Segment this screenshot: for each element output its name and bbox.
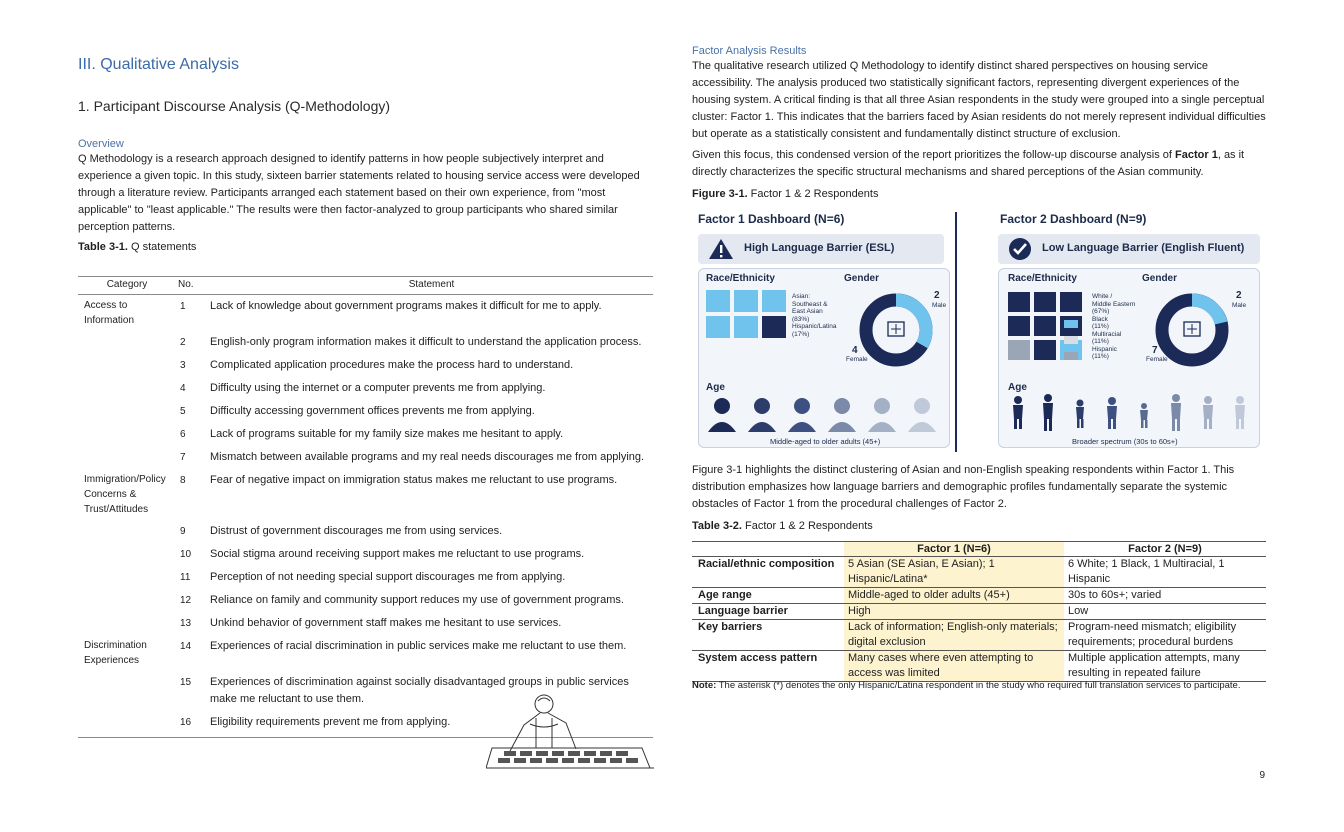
factor-1-cell: Middle-aged to older adults (45+) [844, 588, 1064, 604]
table-row [78, 566, 653, 589]
f2-legend-line: Middle Eastern [1092, 300, 1136, 308]
row-statement: Reliance on family and community support reduces my use of government programs. [210, 594, 624, 606]
row-category [78, 589, 176, 612]
row-statement: Complicated application procedures make the process hard to understand. [210, 359, 574, 371]
row-statement: Difficulty accessing government offices prevents me from applying. [210, 405, 535, 417]
table-row [78, 446, 653, 469]
t2-col-factor-1: Factor 1 (N=6) [844, 542, 1064, 557]
factor-2-cell: Multiple application attempts, many resulting in repeated failure [1064, 651, 1266, 682]
table-3-1-title: Q statements [127, 241, 197, 253]
row-category [78, 520, 176, 543]
row-statement: Mismatch between available programs and my real needs discourages me from applying. [210, 451, 645, 463]
table-row [692, 620, 1266, 651]
table-row [692, 604, 1266, 620]
results-paragraph-1: The qualitative research utilized Q Methodology to identify distinct shared perspectives on housing service accessibility. The analysis produced two statistically significant factors, representing divergent experiences of the housing system. A critical finding is that all three Asian respondents in the study were grouped into a single perceptual cluster: Factor 1. This indicates that the barriers faced by Asian residents do not merely represent individual difficulties but operate as a statistically consistent and fundamentally distinct structure of exclusion. [692, 60, 1266, 140]
col-statement: Statement [210, 277, 653, 295]
f1-race-label: Race/Ethnicity [706, 273, 775, 284]
f2-legend-line: (11%) [1092, 338, 1109, 345]
f2-legend-line: Black [1092, 315, 1108, 323]
row-number: 5 [180, 406, 186, 417]
table-row [78, 543, 653, 566]
factor-2-cell: Program-need mismatch; eligibility requirements; procedural burdens [1064, 620, 1266, 651]
row-number: 10 [180, 549, 192, 560]
row-statement: Unkind behavior of government staff makes me hesitant to use services. [210, 617, 562, 629]
row-statement: Experiences of racial discrimination in public services make me reluctant to use them. [210, 640, 627, 652]
table-row [692, 651, 1266, 682]
f1-age-caption: Middle-aged to older adults (45+) [770, 437, 881, 446]
t2-col-blank [692, 542, 844, 557]
factor-2-cell: Low [1064, 604, 1266, 620]
row-statement: Perception of not needing special support discourages me from applying. [210, 571, 566, 583]
f1-gender-donut [858, 292, 934, 368]
row-category [78, 711, 176, 738]
table-3-2-label: Table 3-2. [692, 520, 742, 532]
row-number: 8 [180, 475, 186, 486]
f1-legend-line: (83%) [792, 315, 810, 323]
row-category: Discrimination Experiences [84, 640, 147, 666]
table-3-1-caption [78, 241, 196, 253]
f2-male-label: Male [1232, 302, 1247, 309]
row-statement: Difficulty using the internet or a computer prevents me from applying. [210, 382, 546, 394]
figure-3-1-caption [692, 188, 878, 200]
f2-legend-line: Multiracial [1092, 330, 1122, 338]
f2-legend-swatches [1062, 292, 1084, 364]
row-statement: Lack of knowledge about government programs makes it difficult for me to apply. [210, 300, 602, 312]
table-row [78, 612, 653, 635]
factor-2-cell: 6 White; 1 Black, 1 Multiracial, 1 Hispanic [1064, 557, 1266, 588]
factor-dashboard-figure [692, 208, 1265, 456]
row-number: 13 [180, 618, 192, 629]
factor-2-dashboard-title: Factor 2 Dashboard (N=9) [1000, 212, 1147, 226]
f1-legend-line: Asian: [792, 293, 811, 300]
row-number: 14 [180, 641, 192, 652]
row-label: Language barrier [692, 604, 844, 620]
f1-male-label: Male [932, 302, 947, 309]
row-statement: Distrust of government discourages me from using services. [210, 525, 503, 537]
row-number: 6 [180, 429, 186, 440]
f1-female-count: 4 [852, 345, 858, 356]
factor-1-cell: High [844, 604, 1064, 620]
f1-race-waffle [706, 290, 788, 340]
figure-3-1-label: Figure 3-1. [692, 188, 748, 200]
row-number: 9 [180, 526, 186, 537]
f1-legend-line: East Asian [792, 308, 823, 315]
f2-age-caption: Broader spectrum (30s to 60s+) [1072, 437, 1178, 446]
f1-age-label: Age [706, 382, 725, 393]
row-number: 3 [180, 360, 186, 371]
table-3-2-title: Factor 1 & 2 Respondents [741, 520, 873, 532]
checkmark-icon [1008, 237, 1032, 261]
table-row [78, 354, 653, 377]
row-category [78, 671, 176, 711]
row-category [78, 543, 176, 566]
page-number: 9 [1259, 770, 1265, 781]
note-text: The asterisk (*) denotes the only Hispanic/Latina respondent in the study who required full translation services to participate. [716, 680, 1241, 691]
factor-1-cell: Lack of information; English-only materials; digital exclusion [844, 620, 1064, 651]
table-row [78, 520, 653, 543]
table-row [78, 400, 653, 423]
row-statement: English-only program information makes it difficult to understand the application process. [210, 336, 642, 348]
row-statement: Social stigma around receiving support makes me reluctant to use programs. [210, 548, 585, 560]
row-category [78, 377, 176, 400]
row-category [78, 612, 176, 635]
f2-legend-line: (67%) [1092, 308, 1110, 315]
f2-legend-line: White / [1092, 293, 1113, 300]
overview-paragraph: Q Methodology is a research approach designed to identify patterns in how people subjectively interpret and experience a given topic. In this study, sixteen barrier statements related to housing service access were developed through a literature review. Participants arranged each statement based on their own experience, from "most applicable" to "least applicable." The results were then factor-analyzed to group participants who shared similar perception patterns. [78, 153, 640, 233]
f1-race-legend [792, 293, 836, 338]
row-label: Racial/ethnic composition [692, 557, 844, 588]
f2-legend-line: (11%) [1092, 323, 1109, 330]
f2-legend-line: (11%) [1092, 353, 1109, 360]
f1-legend-line: Hispanic/Latina [792, 323, 837, 330]
figure-discussion-paragraph: Figure 3-1 highlights the distinct clustering of Asian and non-English speaking respondents within Factor 1. This distribution emphasizes how language barriers and demographic profiles fundamentally separate the systemic obstacles of Factor 1 from the procedural challenges of Factor 2. [692, 464, 1235, 510]
f1-legend-line: Southeast & [792, 300, 828, 308]
row-number: 16 [176, 711, 210, 738]
row-number: 15 [180, 677, 192, 688]
f1-age-avatars [706, 394, 946, 436]
table-row [692, 557, 1266, 588]
col-no: No. [176, 277, 210, 295]
table-row [78, 331, 653, 354]
factor-2-banner-text: Low Language Barrier (English Fluent) [1042, 242, 1245, 254]
f2-female-label: Female [1146, 356, 1168, 363]
table-row [78, 469, 653, 520]
factor-1-banner-text: High Language Barrier (ESL) [744, 242, 895, 254]
person-sorting-cards-illustration [486, 690, 656, 774]
row-number: 1 [180, 301, 186, 312]
f2-gender-label: Gender [1142, 273, 1178, 284]
row-category [78, 566, 176, 589]
f2-race-legend [1092, 293, 1135, 361]
table-row [78, 635, 653, 671]
factor-1-cell: Many cases where even attempting to access was limited [844, 651, 1064, 682]
row-number: 7 [180, 452, 186, 463]
row-label: System access pattern [692, 651, 844, 682]
row-number: 11 [180, 572, 191, 583]
row-number: 2 [180, 337, 186, 348]
overview-heading: Overview [78, 138, 124, 150]
table-row [692, 588, 1266, 604]
para2-factor-1: Factor 1 [1175, 149, 1218, 161]
f1-legend-line: (17%) [792, 330, 810, 338]
section-title: III. Qualitative Analysis [78, 56, 239, 73]
f2-legend-line: Hispanic [1092, 345, 1117, 353]
row-number: 12 [180, 595, 192, 606]
row-statement: Fear of negative impact on immigration status makes me reluctant to use programs. [210, 474, 618, 486]
row-statement: Lack of programs suitable for my family size makes me hesitant to apply. [210, 428, 564, 440]
row-number: 4 [180, 383, 186, 394]
f2-age-label: Age [1008, 382, 1027, 393]
f2-male-count: 2 [1236, 290, 1242, 301]
factor-2-banner [998, 234, 1260, 264]
factor-1-banner [698, 234, 944, 264]
col-category: Category [78, 277, 176, 295]
note-label: Note: [692, 680, 717, 691]
factor-comparison-table [692, 541, 1266, 682]
table-note [692, 679, 1266, 693]
figure-3-1-title: Factor 1 & 2 Respondents [747, 188, 879, 200]
factor-1-cell: 5 Asian (SE Asian, E Asian); 1 Hispanic/Latina* [844, 557, 1064, 588]
dashboard-divider [955, 212, 957, 452]
subsection-title: 1. Participant Discourse Analysis (Q-Methodology) [78, 98, 391, 114]
para2-part-c: , as it directly characterizes the specific structural mechanisms and shared perceptions of the Asian community. [692, 149, 1245, 178]
factor-results-heading: Factor Analysis Results [692, 45, 807, 57]
table-row [78, 589, 653, 612]
row-category [78, 400, 176, 423]
row-category: Immigration/Policy Concerns & Trust/Attitudes [84, 474, 166, 515]
row-statement: Experiences of discrimination against socially disadvantaged groups in public services make me reluctant to use them. [210, 676, 629, 705]
f2-female-count: 7 [1152, 345, 1158, 356]
row-label: Key barriers [692, 620, 844, 651]
table-row [78, 377, 653, 400]
f2-age-figures [1008, 394, 1256, 436]
f1-female-label: Female [846, 356, 868, 363]
row-category: Access to Information [84, 300, 135, 326]
row-category [78, 423, 176, 446]
q-statements-table [78, 276, 653, 738]
row-category [78, 331, 176, 354]
factor-1-dashboard-title: Factor 1 Dashboard (N=6) [698, 212, 845, 226]
results-paragraph-2 [692, 147, 1266, 181]
table-3-1-label: Table 3-1. [78, 241, 128, 253]
row-label: Age range [692, 588, 844, 604]
table-3-2-caption [692, 520, 873, 532]
factor-2-cell: 30s to 60s+; varied [1064, 588, 1266, 604]
t2-col-factor-2: Factor 2 (N=9) [1064, 542, 1266, 557]
row-category [78, 446, 176, 469]
f1-male-count: 2 [934, 290, 940, 301]
para2-part-a: Given this focus, this condensed version of the report prioritizes the follow-up discourse analysis of [692, 149, 1176, 161]
row-category [78, 354, 176, 377]
table-row [78, 423, 653, 446]
warning-icon [708, 237, 734, 261]
f1-gender-label: Gender [844, 273, 880, 284]
row-statement: Eligibility requirements prevent me from applying. [210, 711, 653, 738]
table-row [78, 295, 653, 332]
f2-race-label: Race/Ethnicity [1008, 273, 1077, 284]
